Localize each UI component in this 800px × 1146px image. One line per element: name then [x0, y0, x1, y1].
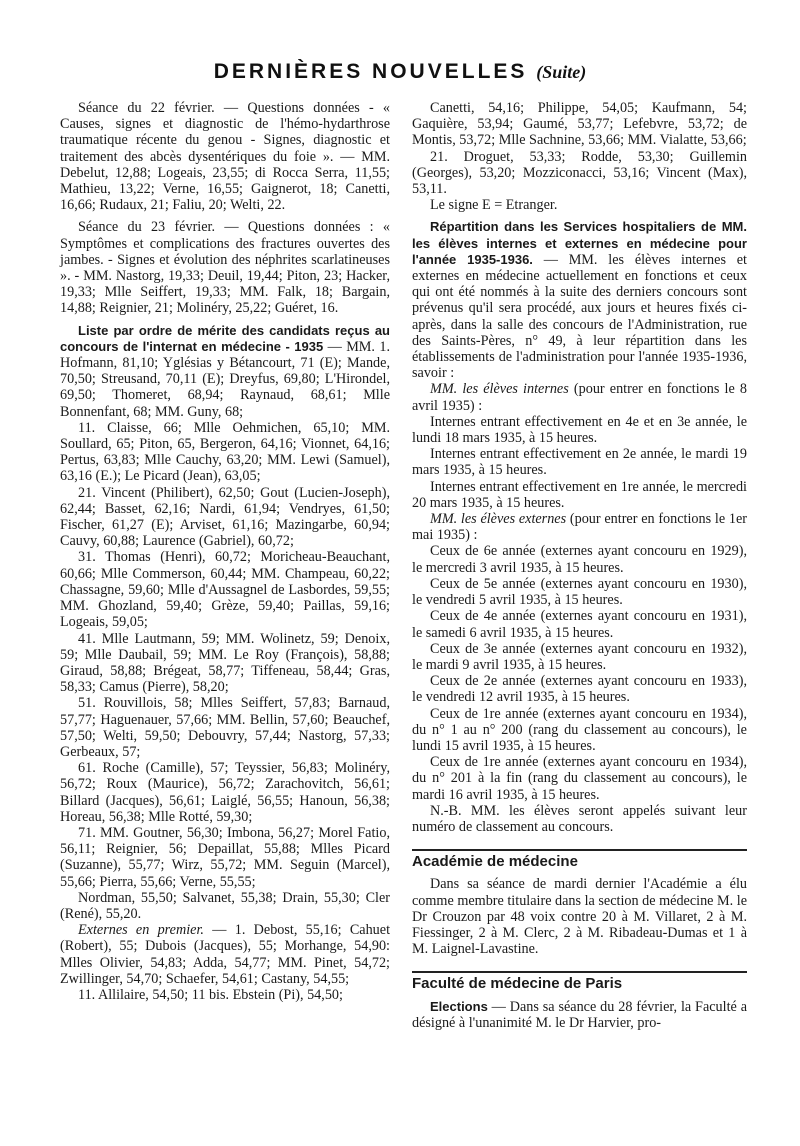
paragraph: N.-B. MM. les élèves seront appelés suivant leur numéro de classement au concours. — [412, 802, 747, 835]
paragraph: 11. Allilaire, 54,50; 11 bis. Ebstein (Pi), 54,50; — [78, 986, 343, 1003]
paragraph: 11. Claisse, 66; Mlle Oehmichen, 65,10; MM. Soullard, 65; Piton, 65, Bergeron, 64,16; Vionnet, 64,16; Pertus, 63,83; Mlle Cauchy, 63,20; MM. Lewi (Samuel), 63,16 (E.); Le Picard (Jean), 63,05; — [60, 419, 390, 485]
paragraph: Ceux de 6e année (externes ayant concouru en 1929), le mercredi 3 avril 1935, à 15 heures. — [412, 543, 747, 576]
paragraph: Internes entrant effectivement en 4e et en 3e année, le lundi 18 mars 1935, à 15 heures. — [412, 413, 747, 447]
paragraph: Séance du 22 février. — Questions données - « Causes, signes et diagnostic de l'hémo-hydarthrose traumatique récente du genou - Signes, diagnostic et traitement des abcès dysentériques du foie ». — MM. Debelut, 12,88; Logeais, 23,55; di Rocca Serra, 11,55; Mathieu, 13,22; Verne, 16,55; Gaignerot, 18; Canetti, 16,66; Rudaux, 21; Faliu, 20; Welti, 22. — [60, 100, 390, 214]
paragraph: 51. Rouvillois, 58; Mlles Seiffert, 57,83; Barnaud, 57,77; Haguenauer, 57,66; MM. Bellin, 57,60; Beauchef, 57,50; Welti, 59,50; Debouvry, 57,44; Nastorg, 57,33; Gerbeaux, 57; — [60, 695, 390, 760]
paragraph: MM. les élèves externes (pour entrer en fonctions le 1er mai 1935) : — [412, 511, 747, 544]
paragraph: Nordman, 55,50; Salvanet, 55,38; Drain, 55,30; Cler (René), 55,20. — [60, 889, 390, 922]
paragraph: 61. Roche (Camille), 57; Teyssier, 56,83; Molinéry, 56,72; Roux (Maurice), 56,72; Zarachovitch, 56,61; Billard (Jacques), 56,61; Laiglé, 56,55; Hanoun, 56,38; Horeau, 56,38; Mlle Rotté, 59,30; — [60, 760, 390, 825]
paragraph: 31. Thomas (Henri), 60,72; Moricheau-Beauchant, 60,66; Mlle Commerson, 60,44; MM. Champeau, 60,22; Chassagne, 59,60; Mlle d'Aussagnel de Lasbordes, 59,55; MM. Ghozland, 59,40; Grèze, 59,40; Paillas, 59,16; Logeais, 59,05; — [60, 549, 390, 631]
paragraph-lead: Répartition dans les Services hospitaliers de MM. les élèves internes et externes en médecine pour l'année 1935-1936. — [412, 219, 747, 267]
paragraph-lead: Liste par ordre de mérite des candidats reçus au concours de l'internat en médecine - 1935 — [60, 322, 390, 354]
page-header — [0, 60, 800, 84]
paragraph: Le signe E = Etranger. — [430, 197, 558, 214]
paragraph: Ceux de 1re année (externes ayant concouru en 1934), du n° 201 à la fin (rang du classement au concours), le mardi 16 avril 1935, à 15 heures. — [412, 754, 747, 803]
right-column — [412, 100, 747, 1031]
paragraph: Séance du 23 février. — Questions données : « Symptômes et complications des fractures ouvertes des jambes. - Signes et évolution des néphrites scarlatineuses ». - MM. Nastorg, 19,33; Deuil, 19,44; Piton, 23; Hacker, 19,33; Mlle Seiffert, 19,33; MM. Falk, 18; Bargain, 14,88; Reignier, 21; Molinéry, 25,22; Guéret, 16. — [60, 219, 390, 317]
paragraph: Ceux de 4e année (externes ayant concouru en 1931), le samedi 6 avril 1935, à 15 heures. — [412, 608, 747, 641]
paragraph: MM. les élèves internes (pour entrer en fonctions le 8 avril 1935) : — [412, 381, 747, 414]
header-suite: (Suite) — [536, 62, 587, 82]
section-academie — [412, 849, 747, 957]
paragraph: Ceux de 5e année (externes ayant concouru en 1930), le vendredi 5 avril 1935, à 15 heures. — [412, 575, 747, 609]
paragraph: Dans sa séance de mardi dernier l'Académie a élu comme membre titulaire dans la section de médecine M. le Dr Crouzon par 48 voix contre 20 à M. Villaret, 2 à M. Fiessinger, 2 à M. Clerc, 2 à M. Ribadeau-Dumas et 1 à M. Laignel-Lavastine. — [412, 876, 747, 958]
header-title: DERNIÈRES NOUVELLES — [213, 60, 528, 83]
section-title: Académie de médecine — [412, 853, 578, 871]
paragraph: 21. Vincent (Philibert), 62,50; Gout (Lucien-Joseph), 62,44; Basset, 62,16; Nardi, 61,94; Vendryes, 61,50; Fischer, 61,27 (E); Arviset, 61,16; Mazingarbe, 60,94; Cauvy, 60,88; Laurence (Gabriel), 60,72; — [60, 484, 390, 550]
paragraph-lead: MM. les élèves internes — [430, 381, 569, 398]
section-title: Faculté de médecine de Paris — [412, 975, 623, 993]
paragraph: Ceux de 2e année (externes ayant concouru en 1933), le vendredi 12 avril 1935, à 15 heures. — [412, 673, 747, 706]
paragraph: Liste par ordre de mérite des candidats reçus au concours de l'internat en médecine - 1935 — MM. 1. Hofmann, 81,10; Yglésias y Bétancourt, 71 (E); Mande, 70,50; Streusand, 70,11 (E); Dreyfus, 69,80; L'Hirondel, 69,50; Thomeret, 68,94; Raynaud, 68,61; Mlle Bonnenfant, 68; MM. Guny, 68; — [60, 322, 391, 420]
paragraph: Répartition dans les Services hospitaliers de MM. les élèves internes et externes en médecine pour l'année 1935-1936. — MM. les élèves internes et externes en médecine actuellement en fonctions et ceux qui ont été nommés à la suite des derniers concours sont prévenus qu'il sera procédé, aux jours et heures fixés ci-après, dans la salle des concours de l'Administration, rue des Saints-Pères, n° 49, à leur répartition dans les établissements de l'administration pour l'année 1935-1936, savoir : — [412, 219, 747, 382]
paragraph: 41. Mlle Lautmann, 59; MM. Wolinetz, 59; Denoix, 59; Mlle Daubail, 59; MM. Le Roy (François), 58,88; Giraud, 58,88; Brégeat, 58,77; Tiffeneau, 58,44; Gras, 58,33; Camus (Pierre), 58,20; — [60, 630, 390, 696]
paragraph: Ceux de 1re année (externes ayant concouru en 1934), du n° 1 au n° 200 (rang du classement au concours), le lundi 15 avril 1935, à 15 heures. — [412, 705, 747, 754]
paragraph: Externes en premier. — 1. Debost, 55,16; Cahuet (Robert), 55; Dubois (Jacques), 55; Morhange, 54,90: Mlles Olivier, 54,83; Adda, 54,77; MM. Pinet, 54,72; Zwillinger, 54,70; Schaefer, 54,61; Castany, 54,55; — [60, 922, 391, 987]
paragraph-lead: Elections — [430, 998, 488, 1014]
paragraph: Canetti, 54,16; Philippe, 54,05; Kaufmann, 54; Gaquière, 53,94; Gaumé, 53,77; Lefebvre, 53,72; de Montis, 53,72; Mlle Sachnine, 53,66; MM. Vialatte, 53,66; — [412, 100, 747, 149]
section-faculte — [412, 971, 747, 1031]
paragraph: 21. Droguet, 53,33; Rodde, 53,30; Guillemin (Georges), 53,20; Mozziconacci, 53,16; Vincent (Max), 53,11. — [412, 148, 747, 198]
paragraph-lead: Externes en premier. — [78, 922, 204, 939]
paragraph: Elections — Dans sa séance du 28 février, la Faculté a désigné à l'unanimité M. le Dr Harvier, pro- — [412, 998, 747, 1031]
paragraph: 71. MM. Goutner, 56,30; Imbona, 56,27; Morel Fatio, 56,11; Reignier, 56; Depaillat, 55,88; Mlles Picard (Suzanne), 55,77; Wirz, 55,72; MM. Seguin (Marcel), 55,66; Pierra, 55,66; Verne, 55,55; — [60, 824, 390, 890]
paragraph: Internes entrant effectivement en 2e année, le mardi 19 mars 1935, à 15 heures. — [412, 446, 747, 479]
paragraph: Internes entrant effectivement en 1re année, le mercredi 20 mars 1935, à 15 heures. — [412, 478, 747, 511]
paragraph: Ceux de 3e année (externes ayant concouru en 1932), le mardi 9 avril 1935, à 15 heures. — [412, 640, 747, 673]
paragraph-lead: MM. les élèves externes — [430, 511, 567, 528]
left-column — [60, 100, 390, 1003]
